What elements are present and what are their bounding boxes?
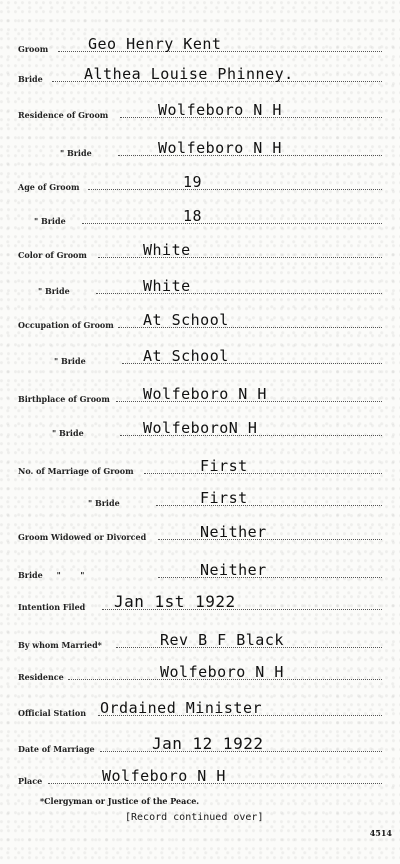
groom-row: [18, 34, 382, 56]
intention-row: [18, 592, 382, 614]
age-groom-value: 19: [183, 173, 203, 191]
date-value: Jan 12 1922: [152, 734, 264, 753]
date-label: Date of Marriage: [18, 744, 95, 754]
color-groom-row: [18, 240, 382, 262]
bride-row: [18, 64, 382, 86]
marriage-no-groom-row: [18, 456, 382, 478]
place-label: Place: [18, 776, 43, 786]
residence-groom-row: [18, 100, 382, 122]
occupation-bride-row: [18, 346, 382, 368]
residence-groom-value: Wolfeboro N H: [158, 101, 282, 119]
residence-bride-row: [18, 138, 382, 160]
marriage-no-groom-label: No. of Marriage of Groom: [18, 466, 134, 476]
place-value: Wolfeboro N H: [102, 767, 226, 785]
color-groom-label: Color of Groom: [18, 250, 87, 260]
bride-label: Bride: [18, 74, 43, 84]
color-groom-value: White: [143, 241, 191, 259]
officiant-row: [18, 630, 382, 652]
widowed-groom-label: Groom Widowed or Divorced: [18, 532, 147, 542]
color-bride-value: White: [143, 277, 191, 295]
birthplace-groom-label: Birthplace of Groom: [18, 394, 110, 404]
marriage-no-bride-label: " Bride: [88, 498, 120, 508]
birthplace-bride-label: " Bride: [52, 428, 84, 438]
occupation-bride-label: " Bride: [54, 356, 86, 366]
officiant-residence-label: Residence: [18, 672, 64, 682]
widowed-bride-row: [18, 560, 382, 582]
widowed-groom-value: Neither: [200, 523, 267, 541]
residence-bride-label: " Bride: [60, 148, 92, 158]
place-row: [18, 766, 382, 788]
age-groom-label: Age of Groom: [18, 182, 80, 192]
age-groom-row: [18, 172, 382, 194]
clergy-footnote: *Clergyman or Justice of the Peace.: [40, 796, 200, 806]
groom-label: Groom: [18, 44, 49, 54]
occupation-groom-row: [18, 310, 382, 332]
residence-groom-label: Residence of Groom: [18, 110, 109, 120]
widowed-bride-value: Neither: [200, 561, 267, 579]
age-bride-label: " Bride: [34, 216, 66, 226]
birthplace-bride-row: [18, 418, 382, 440]
birthplace-groom-value: Wolfeboro N H: [143, 385, 267, 403]
official-station-label: Official Station: [18, 708, 87, 718]
birthplace-groom-row: [18, 384, 382, 406]
officiant-residence-value: Wolfeboro N H: [160, 663, 284, 681]
official-station-row: [18, 698, 382, 720]
intention-label: Intention Filed: [18, 602, 86, 612]
marriage-no-groom-value: First: [200, 457, 248, 475]
record-number: 4514: [369, 828, 392, 838]
occupation-groom-value: At School: [143, 311, 229, 329]
bride-value: Althea Louise Phinney.: [84, 65, 294, 83]
residence-bride-value: Wolfeboro N H: [158, 139, 282, 157]
birthplace-bride-value: WolfeboroN H: [143, 419, 258, 437]
intention-value: Jan 1st 1922: [114, 592, 236, 611]
marriage-no-bride-value: First: [200, 489, 248, 507]
official-station-value: Ordained Minister: [100, 699, 263, 717]
age-bride-value: 18: [183, 207, 203, 225]
age-bride-row: [18, 206, 382, 228]
officiant-value: Rev B F Black: [160, 631, 284, 649]
officiant-label: By whom Married*: [18, 640, 102, 650]
color-bride-label: " Bride: [38, 286, 70, 296]
date-row: [18, 734, 382, 756]
color-bride-row: [18, 276, 382, 298]
occupation-bride-value: At School: [143, 347, 229, 365]
widowed-bride-label: Bride " ": [18, 570, 85, 580]
occupation-groom-label: Occupation of Groom: [18, 320, 114, 330]
record-continued-note: [Record continued over]: [125, 812, 264, 823]
groom-value: Geo Henry Kent: [88, 35, 222, 53]
officiant-residence-row: [18, 662, 382, 684]
marriage-no-bride-row: [18, 488, 382, 510]
widowed-groom-row: [18, 522, 382, 544]
